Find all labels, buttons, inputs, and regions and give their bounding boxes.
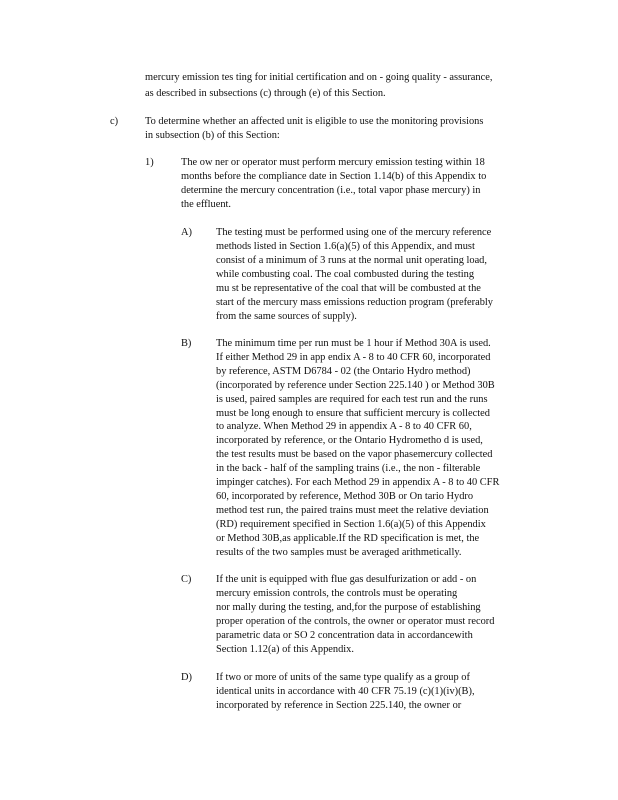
text-line: 60, incorporated by reference, Method 30B or On tario Hydro <box>216 490 474 502</box>
text-line: methods listed in Section 1.6(a)(5) of this Appendix, and must <box>216 241 475 252</box>
text-line: To determine whether an affected unit is eligible to use the monitoring provisions <box>145 116 484 127</box>
text-line: months before the compliance date in Section 1.14(b) of this Appendix to <box>181 171 487 182</box>
text-line: If two or more of units of the same type qualify as a group of <box>216 672 470 683</box>
text-line: parametric data or SO 2 concentration data in accordancewith <box>216 630 473 641</box>
text-line: while combusting coal. The coal combusted during the testing <box>216 269 475 280</box>
text-line: Section 1.12(a) of this Appendix. <box>216 644 354 655</box>
text-line: (incorporated by reference under Section 225.140 ) or Method 30B <box>216 379 495 391</box>
text-line: from the same sources of supply). <box>216 311 357 322</box>
text-line: is used, paired samples are required for each test run and the runs <box>216 393 488 405</box>
text-line: The minimum time per run must be 1 hour if Method 30A is used. <box>216 338 491 349</box>
text-line: determine the mercury concentration (i.e., total vapor phase mercury) in <box>181 185 481 196</box>
text-line: consist of a minimum of 3 runs at the normal unit operating load, <box>216 255 487 266</box>
text-line: in subsection (b) of this Section: <box>145 130 280 141</box>
text-line: start of the mercury mass emissions reduction program (preferably <box>216 297 493 308</box>
text-line: as described in subsections (c) through (e) of this Section. <box>145 88 386 99</box>
item-label-C: C) <box>181 574 192 585</box>
text-line: mercury emission controls, the controls must be operating <box>216 588 458 599</box>
text-line: The testing must be performed using one of the mercury reference <box>216 227 492 238</box>
text-line: in the back - half of the sampling trains (i.e., the non - filterable <box>216 463 481 475</box>
text-line: results of the two samples must be averaged arithmetically. <box>216 546 462 558</box>
text-line: If the unit is equipped with flue gas desulfurization or add - on <box>216 574 477 585</box>
text-line: mercury emission tes ting for initial certification and on - going quality - assurance, <box>145 72 493 83</box>
text-line: incorporated by reference, or the Ontario Hydrometho d is used, <box>216 435 483 447</box>
text-line: to analyze. When Method 29 in appendix A - 8 to 40 CFR 60, <box>216 421 472 433</box>
text-line: identical units in accordance with 40 CFR 75.19 (c)(1)(iv)(B), <box>216 686 475 697</box>
text-line: method test run, the paired trains must meet the relative deviation <box>216 504 489 516</box>
text-line: the test results must be based on the vapor phasemercury collected <box>216 449 493 461</box>
text-line: mu st be representative of the coal that will be combusted at the <box>216 283 481 294</box>
item-label-c: c) <box>110 116 119 127</box>
text-line: impinger catches). For each Method 29 in appendix A - 8 to 40 CFR <box>216 477 500 488</box>
item-label-A: A) <box>181 227 192 238</box>
text-line: (RD) requirement specified in Section 1.6(a)(5) of this Appendix <box>216 518 486 530</box>
text-line: the effluent. <box>181 199 232 210</box>
text-line: must be long enough to ensure that sufficient mercury is collected <box>216 407 490 419</box>
text-line: proper operation of the controls, the owner or operator must record <box>216 616 495 627</box>
text-line: If either Method 29 in app endix A - 8 to 40 CFR 60, incorporated <box>216 351 491 363</box>
item-label-D: D) <box>181 672 192 683</box>
text-line: by reference, ASTM D6784 - 02 (the Ontario Hydro method) <box>216 365 471 377</box>
item-label-B: B) <box>181 338 192 349</box>
text-line: nor mally during the testing, and,for the purpose of establishing <box>216 602 481 613</box>
text-line: incorporated by reference in Section 225.140, the owner or <box>216 700 462 711</box>
item-label-1: 1) <box>145 157 154 168</box>
text-line: or Method 30B,as applicable.If the RD specification is met, the <box>216 532 480 544</box>
text-line: The ow ner or operator must perform mercury emission testing within 18 <box>181 157 485 168</box>
